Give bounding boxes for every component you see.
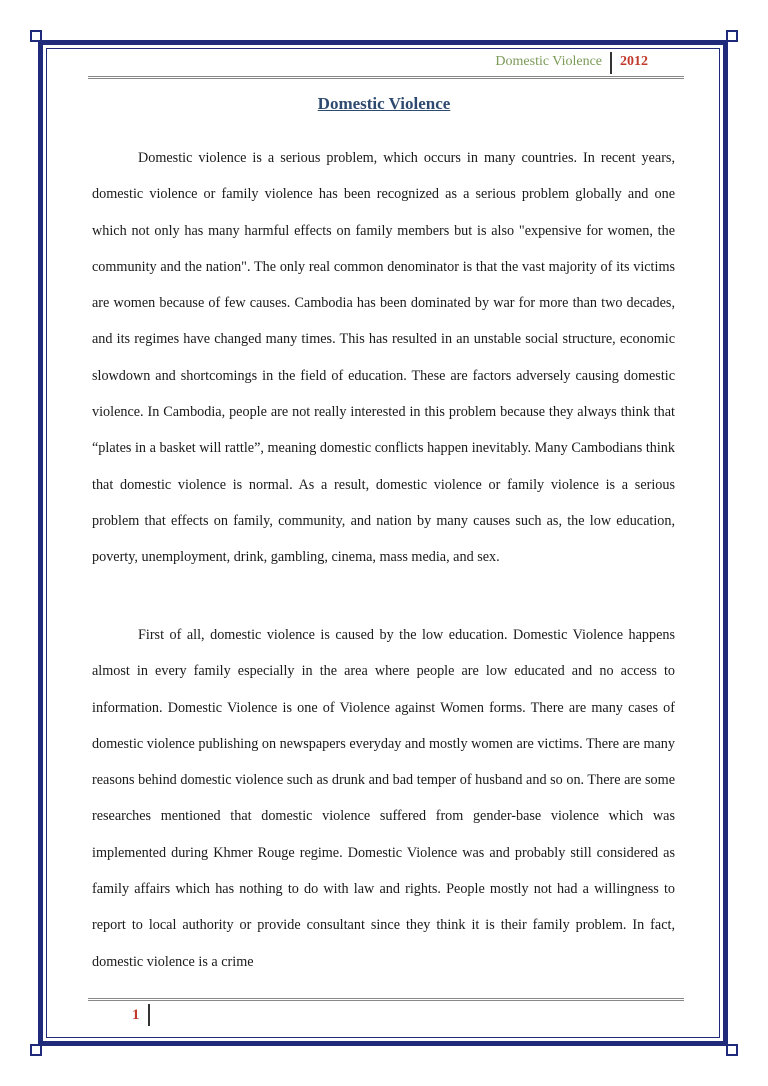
- page-number: 1: [132, 1006, 140, 1023]
- header-rule: [88, 76, 684, 79]
- header-separator: [610, 52, 612, 74]
- corner-ornament-top-left: [30, 30, 50, 50]
- footer-separator: [148, 1004, 150, 1026]
- paragraph-2: First of all, domestic violence is caused by the low education. Domestic Violence happens almost in every family especially in the area where people are low educated and no access to information. Domestic Violence is one of Violence against Women forms. There are many cases of domestic violence publishing on newspapers everyday and mostly women are victims. There are many reasons behind domestic violence such as drunk and bad temper of husband and so on. There are some researches mentioned that domestic violence suffered from gender-base violence which was implemented during Khmer Rouge regime. Domestic Violence was and probably still considered as family affairs which has nothing to do with law and rights. People mostly not had a willingness to report to local authority or provide consultant since they think it is their family problem. In fact, domestic violence is a crime: [92, 627, 675, 970]
- page-header: [495, 50, 648, 74]
- corner-ornament-bottom-left: [30, 1036, 50, 1056]
- paragraph-1: Domestic violence is a serious problem, which occurs in many countries. In recent years, domestic violence or family violence has been recognized as a serious problem globally and one which not only has many harmful effects on family members but is also "expensive for women, the community and the nation". The only real common denominator is that the vast majority of its victims are women because of few causes. Cambodia has been dominated by war for more than two decades, and its regimes have changed many times. This has resulted in an unstable social structure, economic slowdown and shortcomings in the field of education. These are factors adversely causing domestic violence. In Cambodia, people are not really interested in this problem because they always think that “plates in a basket will rattle”, meaning domestic conflicts happen inevitably. Many Cambodians think that domestic violence is normal. As a result, domestic violence or family violence is a serious problem that effects on family, community, and nation by many causes such as, the low education, poverty, unemployment, drink, gambling, cinema, mass media, and sex.: [92, 150, 675, 566]
- header-title: Domestic Violence: [495, 54, 602, 69]
- header-year: 2012: [620, 54, 648, 69]
- corner-ornament-top-right: [718, 30, 738, 50]
- page-footer: [132, 1004, 150, 1026]
- footer-rule: [88, 998, 684, 1001]
- corner-ornament-bottom-right: [718, 1036, 738, 1056]
- document-title: Domestic Violence: [317, 94, 451, 113]
